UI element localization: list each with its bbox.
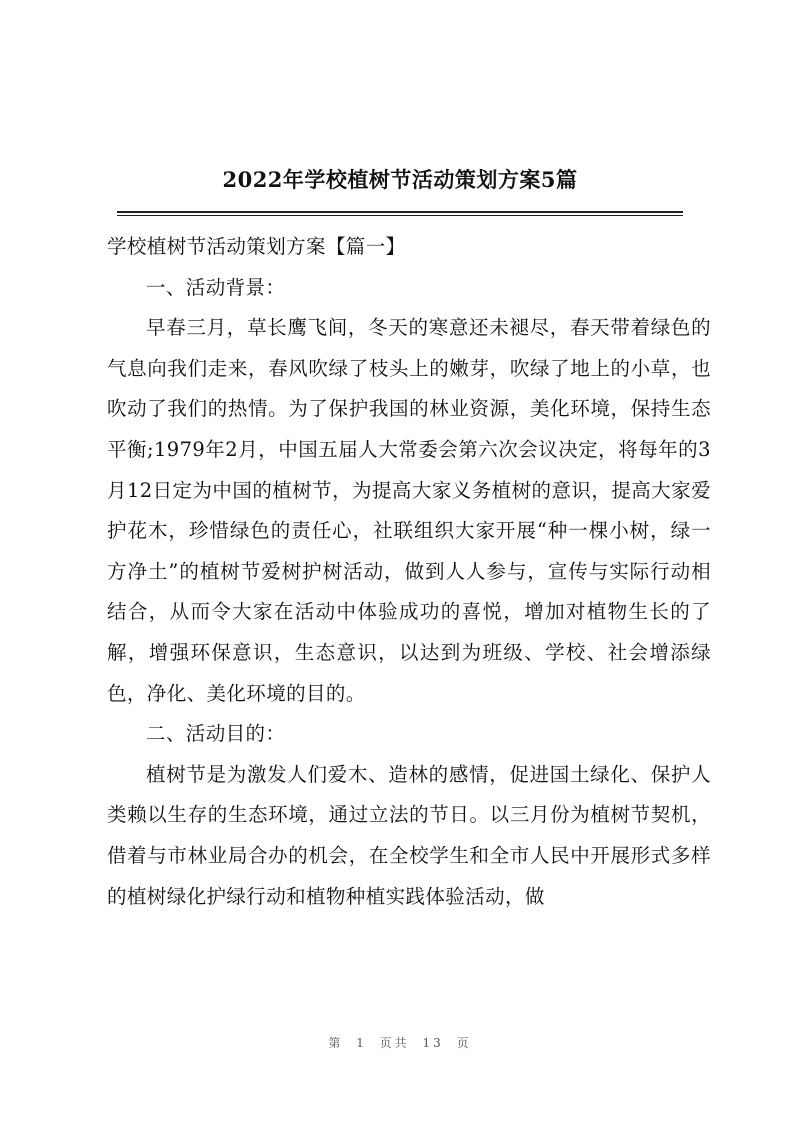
heading-purpose: 二、活动目的： [146,722,286,746]
document-title: 2022年学校植树节活动策划方案5篇 [222,167,578,192]
paragraph-background: 早春三月，草长鹰飞间，冬天的寒意还未褪尽，春天带着绿色的气息向我们走来，春风吹绿了枝头上的嫩芽，吹绿了地上的小草，也吹动了我们的热情。为了保护我国的林业资源，美化环境，保持生态平衡;1979年2月，中国五届人大常委会第六次会议决定，将每年的3月12日定为中国的植树节，为提高大家义务植树的意识，提高大家爱护花木，珍惜绿色的责任心，社联组织大家开展“种一棵小树，绿一方净土”的植树节爱树护树活动，做到人人参与，宣传与实际行动相结合，从而令大家在活动中体验成功的喜悦，增加对植物生长的了解，增强环保意识，生态意识，以达到为班级、学校、社会增添绿色，净化、美化环境的目的。 [107,316,711,705]
page-number-footer: 第 1 页共 13 页 [328,1036,472,1050]
title-divider [117,211,683,213]
section-heading: 学校植树节活动策划方案【篇一】 [107,235,406,258]
document-body [107,227,711,917]
heading-background: 一、活动背景： [146,275,286,299]
title-divider-thin [117,215,683,216]
paragraph-purpose: 植树节是为激发人们爱木、造林的感情，促进国土绿化、保护人类赖以生存的生态环境，通过立法的节日。以三月份为植树节契机，借着与市林业局合办的机会，在全校学生和全市人民中开展形式多样的植树绿化护绿行动和植物种植实践体验活动，做 [107,762,711,908]
